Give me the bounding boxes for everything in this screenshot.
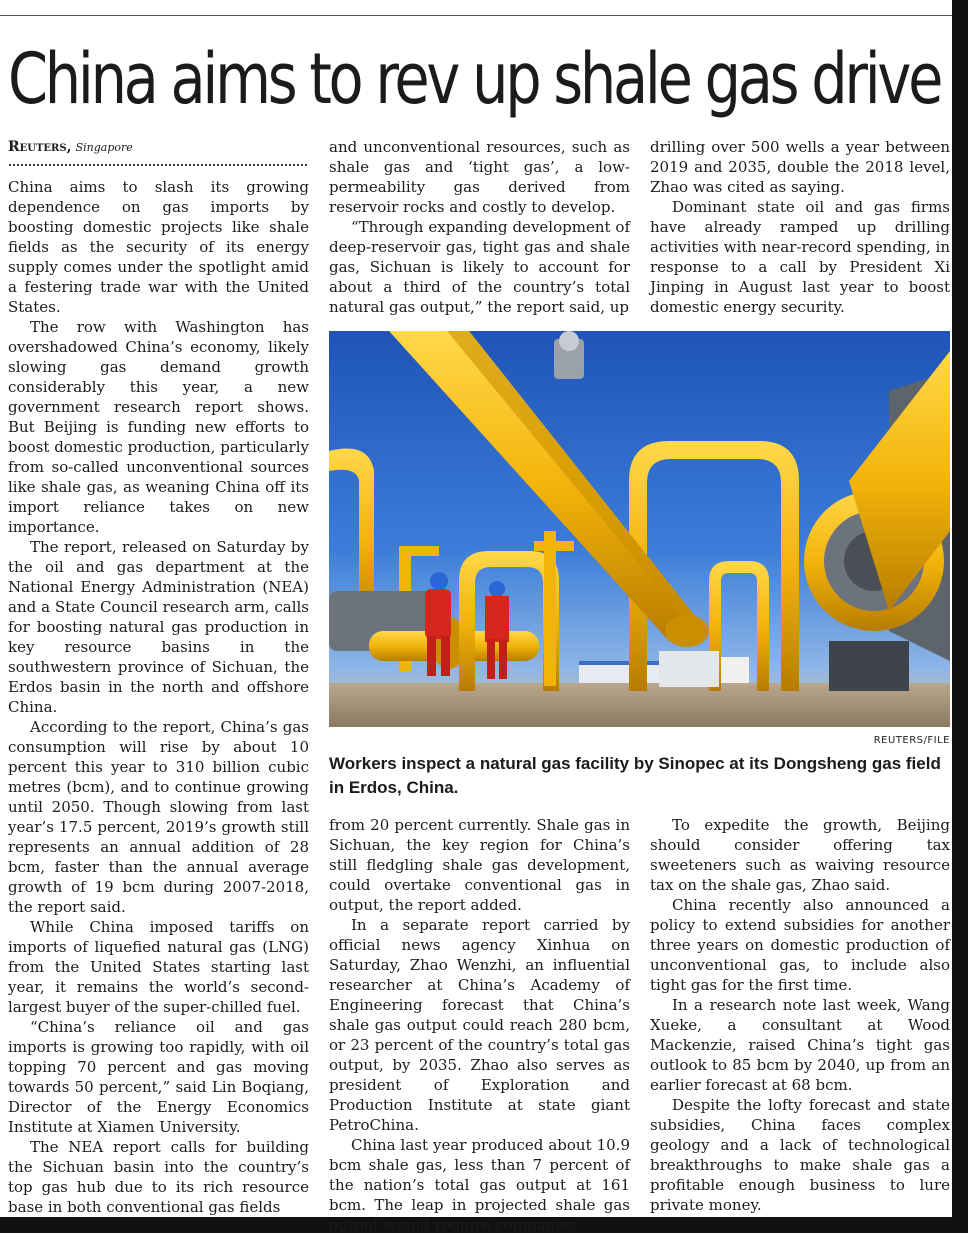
photo-caption: Workers inspect a natural gas facility by Sinopec at its Dongsheng gas field in Erdos, China. xyxy=(329,754,941,797)
paragraph: “Through expanding development of deep-reservoir gas, tight gas and shale gas, Sichuan is likely to account for about a third of the country’s total natural gas output,” the report said, up xyxy=(329,218,630,316)
paragraph: The NEA report calls for building the Sichuan basin into the country’s top gas hub due to its rich resource base in both conventional gas fields xyxy=(8,1138,309,1216)
byline-divider xyxy=(8,162,308,168)
paragraph: Dominant state oil and gas firms have already ramped up drilling activities with near-record spending, in response to a call by President Xi Jinping in August last year to boost domestic energy security. xyxy=(650,198,950,316)
news-photo xyxy=(329,331,950,727)
paragraph: Despite the lofty forecast and state subsidies, China faces complex geology and a lack of technological breakthroughs to make shale gas a profitable enough business to lure private money. xyxy=(650,1096,950,1214)
top-rule xyxy=(0,15,952,16)
page-edge-right xyxy=(952,0,968,1233)
photo-credit: REUTERS/FILE xyxy=(873,735,950,746)
byline-city: Singapore xyxy=(75,141,133,154)
byline-agency: Reuters, xyxy=(8,139,72,155)
article-column-1 xyxy=(8,177,309,1217)
paragraph: While China imposed tariffs on imports of liquefied natural gas (LNG) from the United States starting last year, it remains the world’s second-largest buyer of the super-chilled fuel. xyxy=(8,918,309,1016)
article-column-3-bottom xyxy=(650,815,950,1217)
gas-facility-illustration xyxy=(329,331,950,727)
article-column-2-bottom xyxy=(329,815,630,1234)
paragraph: The report, released on Saturday by the oil and gas department at the National Energy Administration (NEA) and a State Council research arm, calls for boosting natural gas production in key resource basins in the southwestern province of Sichuan, the Erdos basin in the north and offshore China. xyxy=(8,538,309,716)
paragraph: In a research note last week, Wang Xueke, a consultant at Wood Mackenzie, raised China’s tight gas outlook to 85 bcm by 2040, up from an earlier forecast at 68 bcm. xyxy=(650,996,950,1094)
paragraph: China aims to slash its growing dependence on gas imports by boosting domestic projects like shale fields as the security of its energy supply comes under the spotlight amid a festering trade war with the United States. xyxy=(8,178,309,316)
article-column-3-top xyxy=(650,137,950,322)
paragraph: In a separate report carried by official news agency Xinhua on Saturday, Zhao Wenzhi, an influential researcher at China’s Academy of Engineering forecast that China’s shale gas output could reach 280 bcm, or 23 percent of the country’s total gas output, by 2035. Zhao also serves as president of Exploration and Production Institute at state giant PetroChina. xyxy=(329,916,630,1134)
paragraph: To expedite the growth, Beijing should consider offering tax sweeteners such as waiving resource tax on the shale gas, Zhao said. xyxy=(650,816,950,894)
paragraph: “China’s reliance oil and gas imports is growing too rapidly, with oil topping 70 percent and gas moving towards 50 percent,” said Lin Boqiang, Director of the Energy Economics Institute at Xiamen University. xyxy=(8,1018,309,1136)
article-column-2-top xyxy=(329,137,630,322)
paragraph: China recently also announced a policy to extend subsidies for another three years on domestic production of unconventional gas, to include also tight gas for the first time. xyxy=(650,896,950,994)
paragraph: According to the report, China’s gas consumption will rise by about 10 percent this year to 310 billion cubic metres (bcm), and to continue growing until 2050. Though slowing from last year’s 17.5 percent, 2019’s growth still represents an annual addition of 28 bcm, faster than the annual average growth of 19 bcm during 2007-2018, the report said. xyxy=(8,718,309,916)
byline xyxy=(8,138,308,157)
headline: China aims to rev up shale gas drive xyxy=(8,38,941,120)
paragraph: from 20 percent currently. Shale gas in Sichuan, the key region for China’s still fledgling shale gas development, could overtake conventional gas in output, the report added. xyxy=(329,816,630,914)
paragraph: and unconventional resources, such as shale gas and ‘tight gas’, a low-permeability gas derived from reservoir rocks and costly to develop. xyxy=(329,138,630,216)
paragraph: The row with Washington has overshadowed China’s economy, likely slowing gas demand growth considerably this year, a new government research report shows. But Beijing is funding new efforts to boost domestic production, particularly from so-called unconventional sources like shale gas, as weaning China off its import reliance takes on new importance. xyxy=(8,318,309,536)
paragraph: China last year produced about 10.9 bcm shale gas, less than 7 percent of the nation’s total gas output at 161 bcm. The leap in projected shale gas output would require companies xyxy=(329,1136,630,1234)
paragraph: drilling over 500 wells a year between 2019 and 2035, double the 2018 level, Zhao was cited as saying. xyxy=(650,138,950,196)
